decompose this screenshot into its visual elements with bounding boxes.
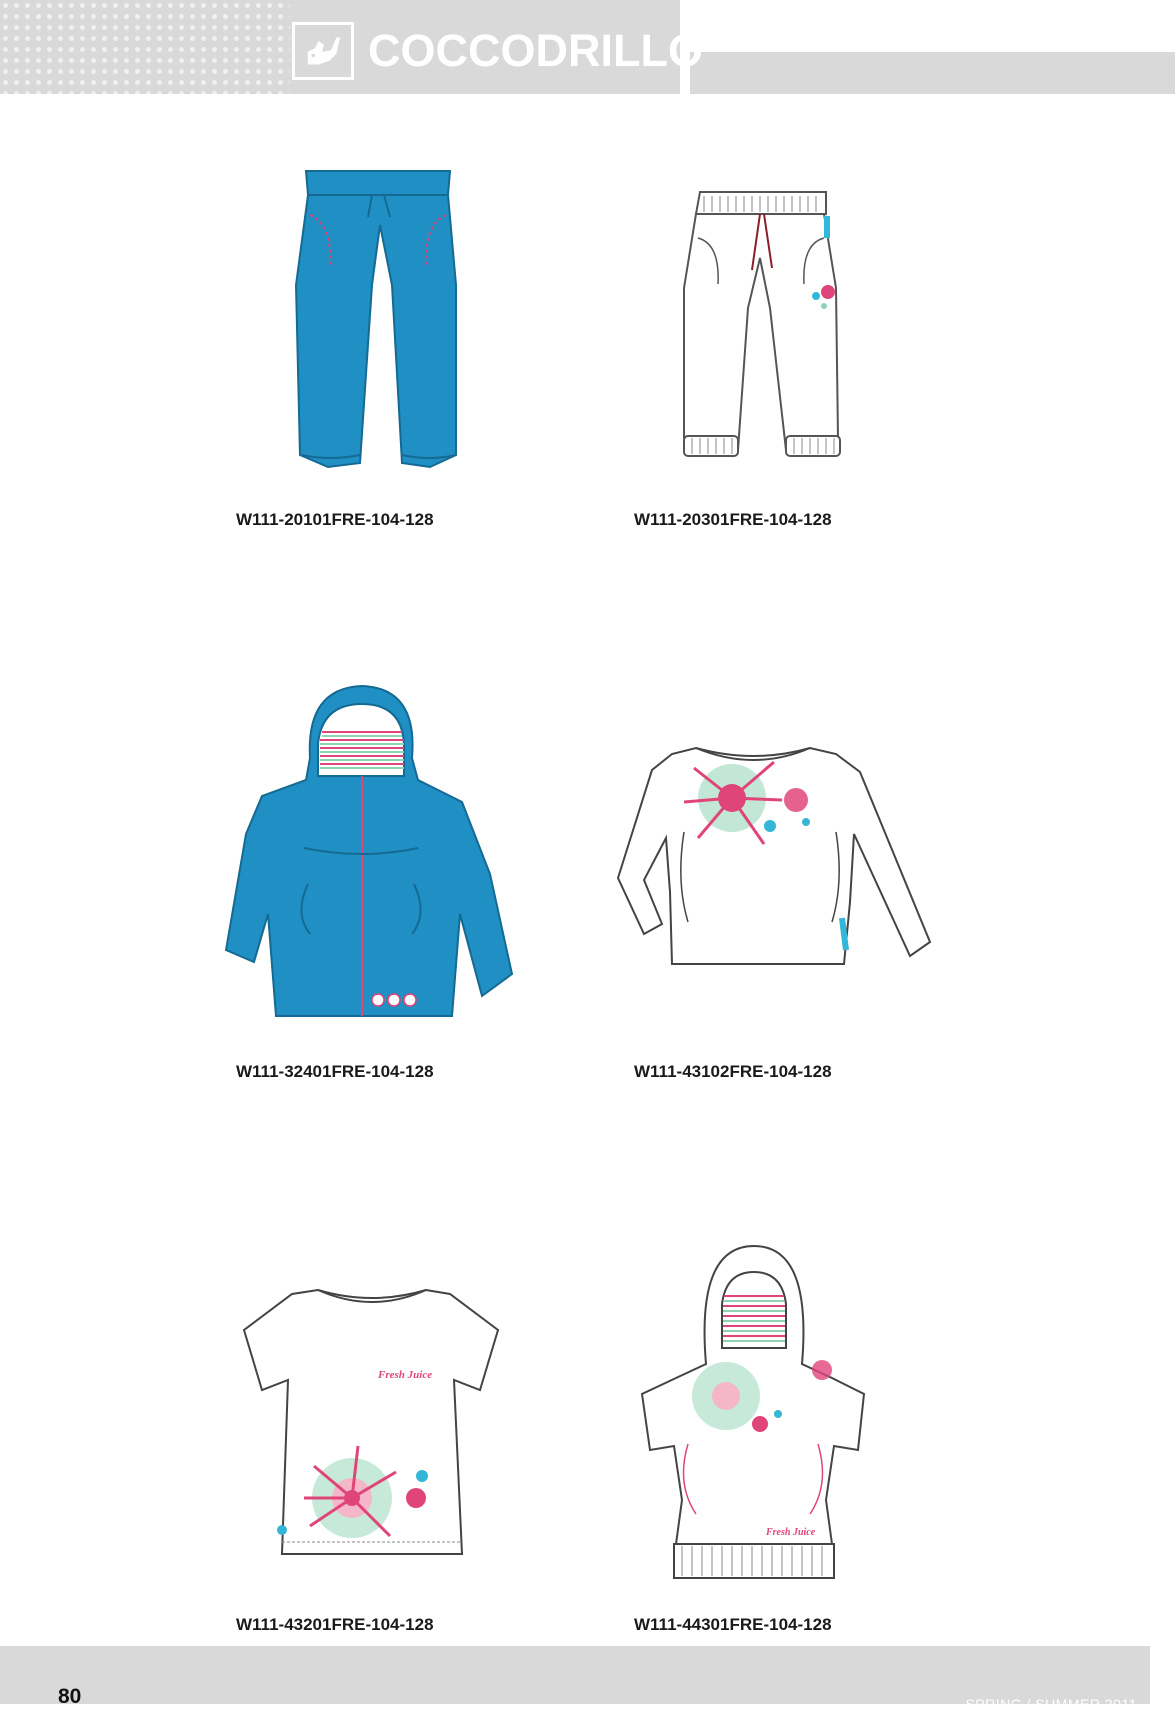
product-code-2: W111-20301FRE-104-128 [634,510,832,529]
white-t-shirt-illustration [240,1276,504,1556]
page-number: 80 [58,1685,82,1708]
brand-name: COCCODRILLO® [368,25,711,76]
product-2 [660,188,850,470]
product-code-3: W111-32401FRE-104-128 [236,1062,434,1081]
blue-trousers-illustration [280,165,480,475]
registered-mark: ® [702,28,711,39]
product-3 [222,684,517,1024]
header-right-band [690,52,1175,94]
product-code-6: W111-44301FRE-104-128 [634,1615,832,1634]
white-trousers-illustration [660,188,850,470]
header-dot-pattern [0,0,290,94]
product-1 [280,165,480,475]
product-5 [240,1276,504,1556]
white-long-sleeve-top-illustration [614,742,934,970]
product-code-4: W111-43102FRE-104-128 [634,1062,832,1081]
white-hooded-top-illustration [636,1244,870,1580]
season-label: SPRING / SUMMER 2011 [965,1696,1137,1712]
print-text-hooded: Fresh Juice [766,1527,816,1538]
print-text: Fresh Juice [378,1369,433,1381]
crocodile-logo-icon [292,22,354,80]
product-6 [636,1244,870,1580]
blue-hooded-jacket-illustration [222,684,517,1024]
product-code-5: W111-43201FRE-104-128 [236,1615,434,1634]
product-4 [614,742,934,970]
product-code-1: W111-20101FRE-104-128 [236,510,434,529]
